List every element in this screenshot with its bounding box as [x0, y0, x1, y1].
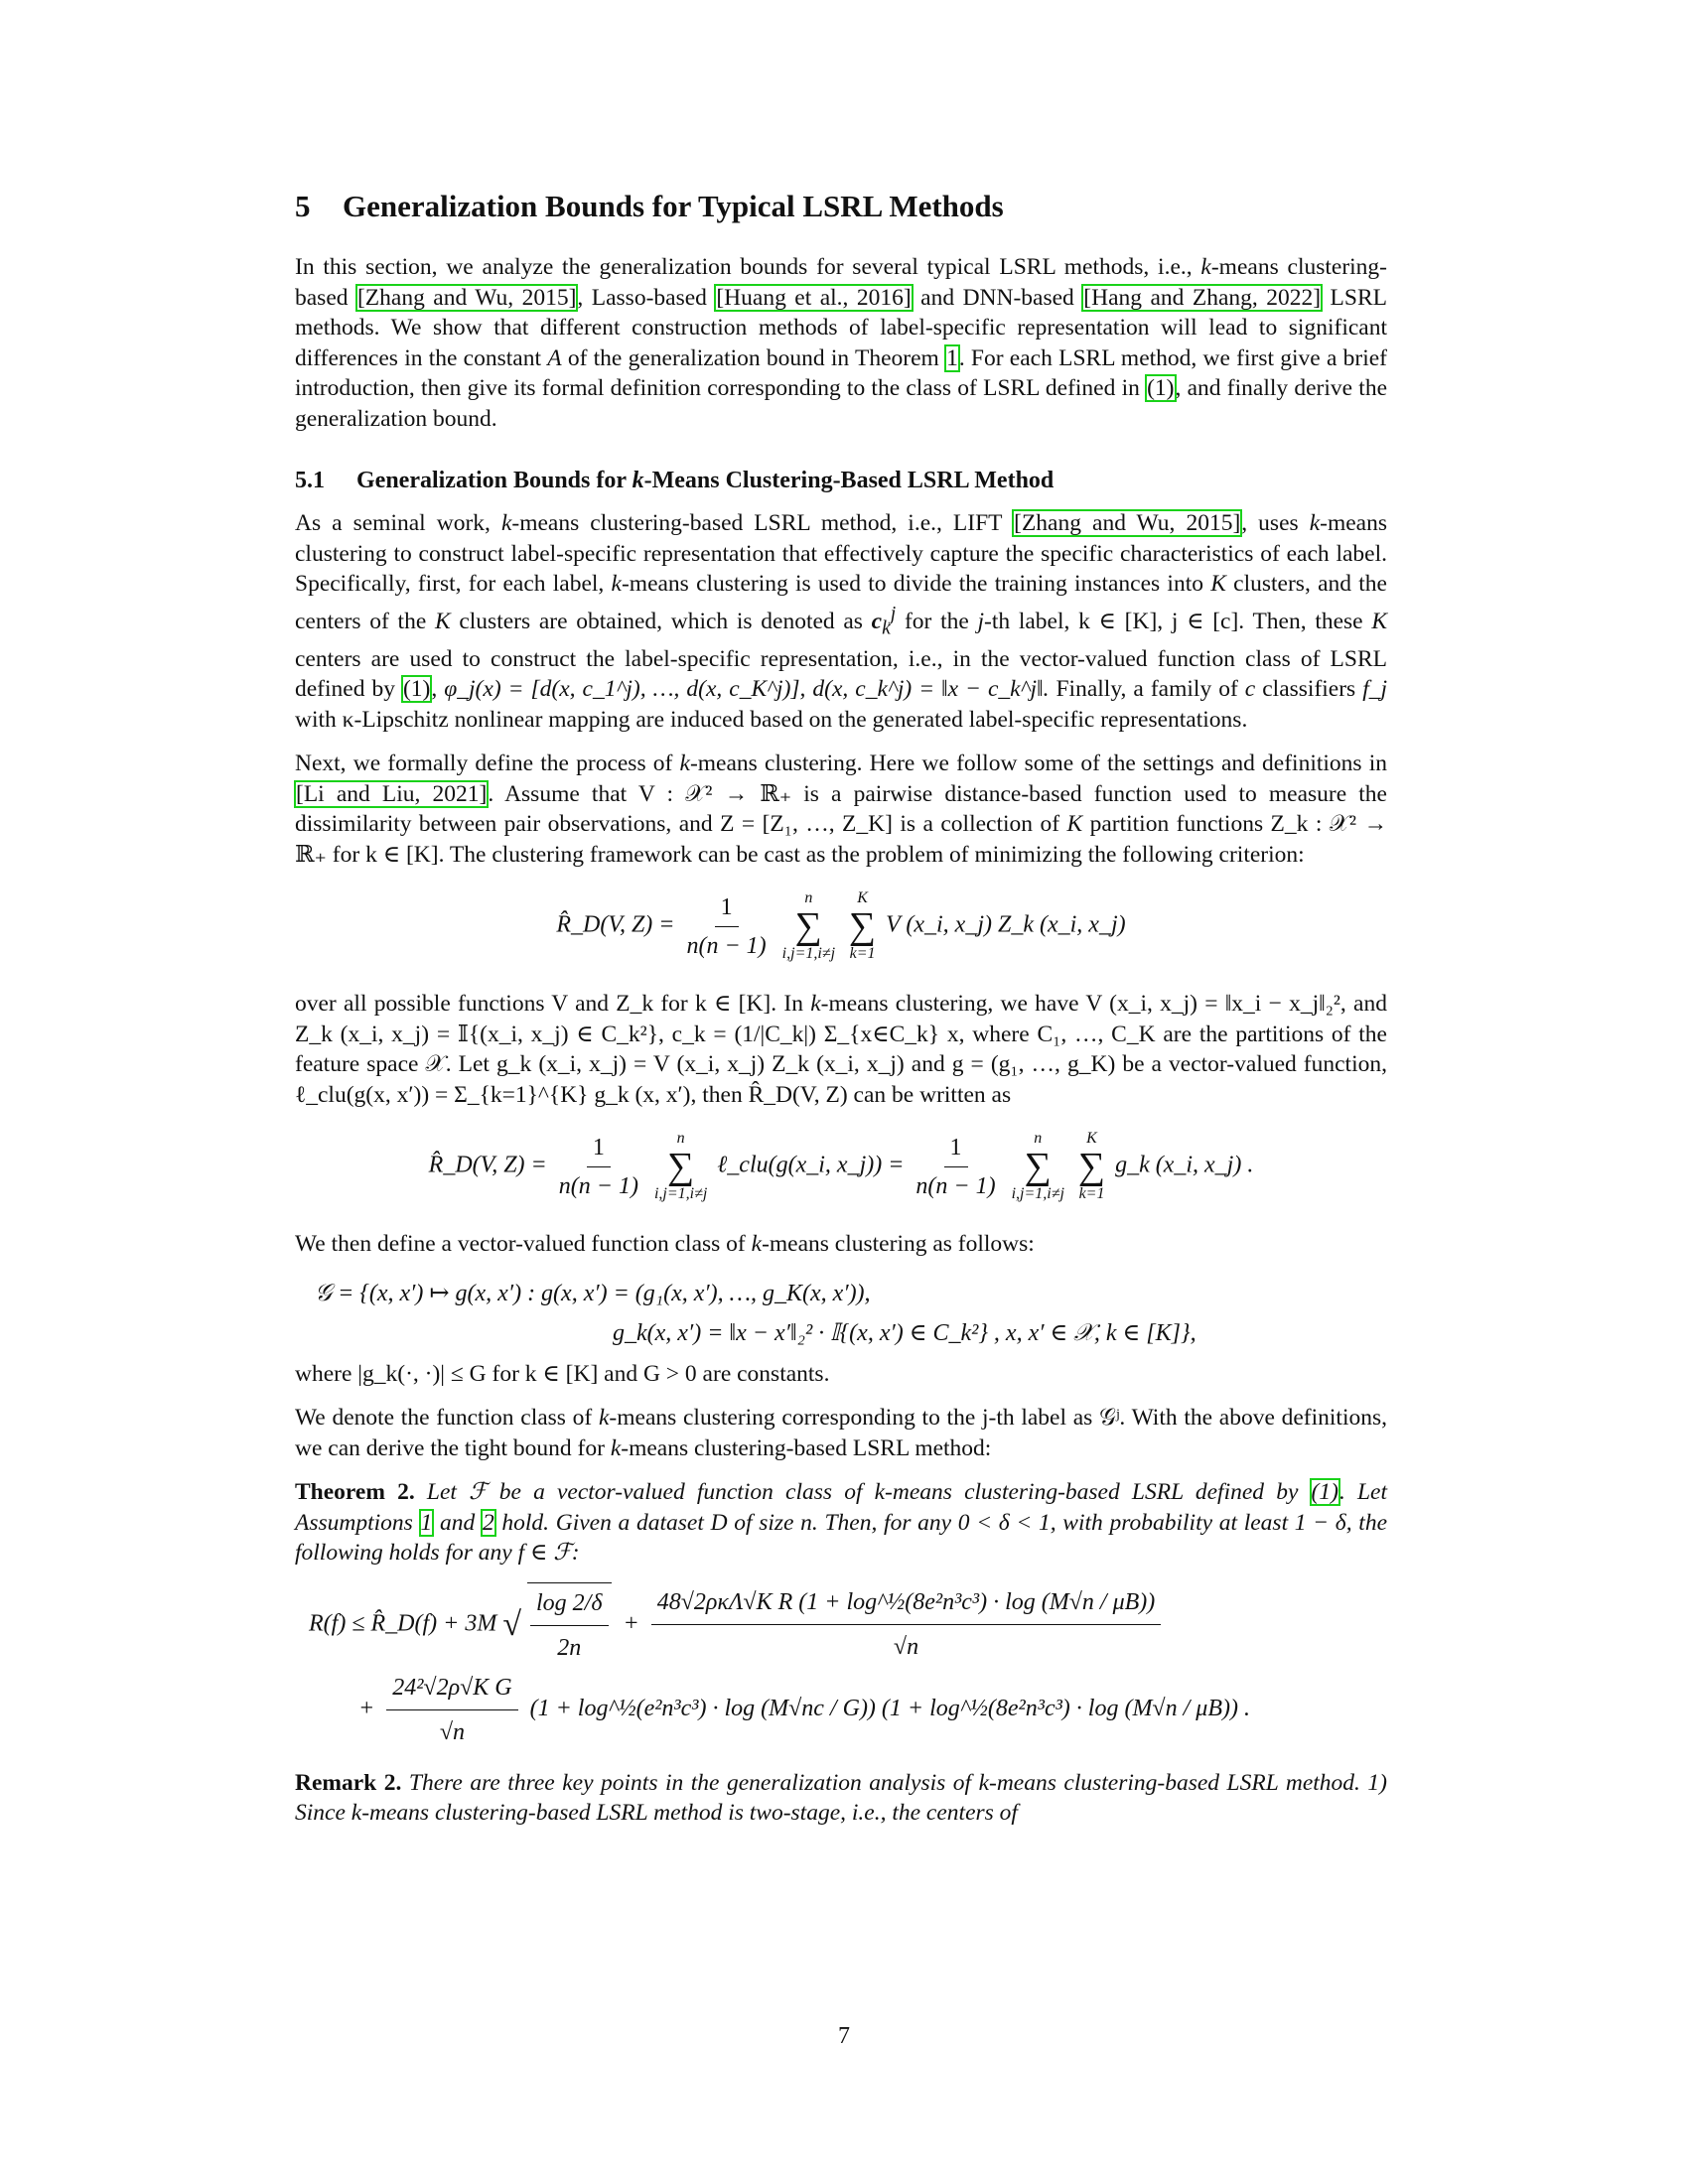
subsection-number: 5.1	[295, 468, 325, 493]
eq-fraction	[559, 1131, 638, 1203]
sum-symbol: n ∑ i,j=1,i≠j	[1011, 1130, 1064, 1203]
def-line: 𝒢 = {(x, x′) ↦ g(x, x′) : g(x, x′) = (g₁(x, x′), …, g_K(x, x′)),	[315, 1280, 871, 1306]
eq-lhs: R̂_D(V, Z) =	[428, 1152, 547, 1178]
bound-fraction	[386, 1668, 517, 1752]
text: partition functions Z_k : 𝒳² → ℝ₊ for k ∈ [K]. The clustering framework can be cast as the problem of minimizing the following criterion:	[295, 811, 1387, 868]
paragraph-definition	[295, 749, 1387, 870]
plus: +	[623, 1610, 639, 1637]
remark-label: Remark 2.	[295, 1769, 402, 1796]
plus: +	[358, 1695, 375, 1721]
denominator: n(n − 1)	[915, 1172, 996, 1199]
text: , and finally derive the generalization bound.	[295, 375, 1388, 432]
sum-lower: i,j=1,i≠j	[653, 1185, 708, 1203]
math: K	[434, 608, 451, 634]
text: -means clustering. Here we follow some of the settings and definitions in	[689, 751, 1388, 777]
math: k	[1200, 254, 1211, 280]
intro-paragraph	[295, 252, 1387, 434]
def-line: g_k(x, x′) = ‖x − x′‖₂² · 𝕀{(x, x′) ∈ C_k²} , x, x′ ∈ 𝒳, k ∈ [K]},	[613, 1319, 1196, 1346]
sum-symbol: K ∑ k=1	[849, 889, 877, 963]
bound-row-2	[309, 1668, 1387, 1752]
citation-link[interactable]: [Zhang and Wu, 2015]	[356, 284, 577, 311]
text: -means clustering corresponding to the j-th label as 𝒢ʲ. With the above definitions, we can derive the tight bound for	[295, 1405, 1387, 1461]
page-body	[295, 189, 1387, 1843]
eq-fraction	[915, 1131, 995, 1203]
sum-symbol: n ∑ i,j=1,i≠j	[653, 1130, 708, 1203]
text: Let ℱ be a vector-valued function class of k-means clustering-based LSRL defined by	[426, 1479, 1311, 1506]
sum-upper: K	[857, 889, 868, 907]
denominator: n(n − 1)	[686, 932, 767, 959]
text: -means clustering as follows:	[762, 1231, 1035, 1258]
bound-fraction	[651, 1582, 1162, 1667]
math: K	[1066, 811, 1083, 838]
eq-lhs: R̂_D(V, Z) =	[556, 911, 675, 938]
sum-lower: k=1	[1078, 1185, 1105, 1203]
function-class-definition	[315, 1274, 1387, 1353]
sum-lower: k=1	[849, 945, 876, 963]
paragraph-lift: As a seminal work, k-means clustering-based LSRL method, i.e., LIFT [Zhang and Wu, 2015], uses k-means clustering to construct label-specific representation that effectively capture the specific characteristics of each label. Specifically, first, for each label, k-means clustering is used to divide the training instances into K clusters, and the centers of the K clusters are obtained, which is denoted as $c_k^j$ for the j-th label, k ∈ [K], j ∈ [c]. Then, these K centers are used to construct the label-specific representation, i.e., in the vector-valued function class of LSRL defined by (1), φ_j(x) = [d(x, c_1^j), …, d(x, c_K^j)], d(x, c_k^j) = ‖x − c_k^j‖. Finally, a family of c classifiers f_j with κ-Lipschitz nonlinear mapping are induced based on the generated label-specific representations.	[295, 510, 1388, 733]
numerator: 1	[944, 1131, 968, 1167]
paragraph-kmeans	[295, 989, 1387, 1110]
paragraph-constants	[295, 1359, 1387, 1390]
theorem-2	[295, 1477, 1387, 1569]
text: classifiers	[1255, 676, 1363, 703]
assumption-link[interactable]: 2	[482, 1509, 494, 1536]
denominator: √n	[439, 1718, 465, 1745]
text: -means clustering to construct label-specific representation that effectively capture the specific characteristics of each label. Specifically, first, for each label,	[295, 510, 1387, 597]
text: LSRL methods. We show that different construction methods of label-specific representation will lead to significant differences in the constant	[295, 284, 1387, 371]
text: hold. Given a dataset D of size n. Then, for any 0 < δ < 1, with probability at least 1 − δ, the following holds for any f ∈ ℱ:	[295, 1509, 1388, 1567]
paragraph-denote	[295, 1403, 1387, 1463]
subsection-heading	[295, 468, 1387, 494]
sum-upper: K	[1086, 1130, 1097, 1148]
math: k	[610, 1434, 622, 1461]
bound-lhs: R(f) ≤ R̂_D(f) + 3M	[309, 1610, 497, 1637]
numerator: log 2/δ	[530, 1583, 609, 1626]
subsection-title-post: -Means Clustering-Based LSRL Method	[643, 468, 1055, 493]
text: ,	[431, 676, 438, 703]
text: for the	[896, 608, 978, 634]
math: k	[679, 751, 690, 777]
sum-lower: i,j=1,i≠j	[781, 945, 836, 963]
text: , uses	[1241, 510, 1310, 536]
sum-upper: n	[1034, 1130, 1043, 1148]
citation-link[interactable]: [Hang and Zhang, 2022]	[1083, 284, 1322, 311]
text: We then define a vector-valued function class of	[295, 1231, 752, 1258]
math: K	[1210, 571, 1226, 597]
text: . Assume that V : 𝒳² → ℝ₊ is a pairwise distance-based function used to measure the dissimilarity between pair observations, and Z = [Z₁, …, Z_K] is a collection of	[295, 780, 1387, 838]
text: and	[433, 1509, 482, 1536]
citation-link[interactable]: [Zhang and Wu, 2015]	[1014, 510, 1241, 536]
remark-text: There are three key points in the generalization analysis of k-means clustering-based LSRL method. 1) Since k-means clustering-based LSRL method is two-stage, i.e., the centers of	[295, 1769, 1387, 1827]
bound-row-1: R(f) ≤ R̂_D(f) + 3M √ $\frac{\log 2/\delta}{2n}$ + $\frac{\text{48√2ρκΛ√K R (1 + log\textasciicircum{}½(8e²n³c³) · log (M√n / μB))}}{√n}$	[309, 1582, 1387, 1668]
numerator: 24²√2ρ√K G	[386, 1668, 517, 1710]
text: As a seminal work,	[295, 510, 501, 536]
text: -means clustering-based LSRL method:	[621, 1434, 992, 1461]
text: , Lasso-based	[577, 284, 716, 311]
text: In this section, we analyze the generalization bounds for several typical LSRL methods, i.e.,	[295, 254, 1201, 280]
text: clusters, and the centers of the	[295, 571, 1387, 634]
text: where |g_k(·, ·)| ≤ G for k ∈ [K] and G > 0 are constants.	[295, 1360, 830, 1387]
math: c	[871, 608, 883, 634]
text: -means clustering is used to divide the training instances into	[621, 571, 1211, 597]
math: k	[598, 1405, 610, 1432]
math: k	[500, 510, 512, 536]
sum-symbol: n ∑ i,j=1,i≠j	[781, 889, 836, 963]
equation-link[interactable]: (1)	[1147, 375, 1175, 401]
equation-criterion	[295, 889, 1387, 963]
generalization-bound	[309, 1582, 1387, 1752]
citation-link[interactable]: [Huang et al., 2016]	[716, 284, 912, 311]
text: κ-Lipschitz nonlinear mapping are induced based on the generated label-specific representations.	[342, 706, 1248, 733]
text: clusters are obtained, which is denoted as	[450, 608, 872, 634]
denominator: n(n − 1)	[558, 1172, 638, 1199]
math-phi: φ_j(x) = [d(x, c_1^j), …, d(x, c_K^j)], d(x, c_k^j) = ‖x − c_k^j‖.	[444, 676, 1050, 703]
math: k	[810, 991, 821, 1018]
denominator: 2n	[557, 1634, 582, 1661]
sum-upper: n	[804, 889, 813, 907]
sum-symbol: K ∑ k=1	[1077, 1130, 1106, 1203]
numerator: 1	[587, 1131, 611, 1167]
math: A	[547, 344, 562, 371]
eq-rhs: V (x_i, x_j) Z_k (x_i, x_j)	[886, 911, 1126, 938]
text: and DNN-based	[912, 284, 1083, 311]
sum-upper: n	[676, 1130, 685, 1148]
bound-rest: (1 + log^½(e²n³c³) · log (M√nc / G)) (1 + log^½(8e²n³c³) · log (M√n / μB)) .	[529, 1695, 1250, 1721]
text: -th label, k ∈ [K], j ∈ [c]. Then, these	[984, 608, 1372, 634]
text: . For each LSRL method, we first give a brief introduction, then give its formal definition corresponding to the class of LSRL defined in	[295, 344, 1387, 401]
theorem-label: Theorem 2.	[295, 1479, 415, 1506]
text: . Let Assumptions	[295, 1479, 1388, 1536]
math: f_j	[1362, 676, 1388, 703]
subsection-title-pre: Generalization Bounds for	[356, 468, 633, 493]
text: -means clustering-based LSRL method, i.e., LIFT	[511, 510, 1014, 536]
eq-fraction	[686, 890, 766, 963]
page-number: 7	[838, 2023, 850, 2049]
equation-link[interactable]: (1)	[402, 676, 431, 703]
text: -means clustering-based	[295, 254, 1388, 311]
eq-mid: ℓ_clu(g(x_i, x_j)) =	[717, 1152, 905, 1178]
math: K	[1371, 608, 1387, 634]
numerator: 48√2ρκΛ√K R (1 + log^½(8e²n³c³) · log (M√n / μB))	[651, 1582, 1162, 1625]
math: k	[751, 1231, 763, 1258]
text: of the generalization bound in Theorem	[561, 344, 946, 371]
math: c	[1244, 676, 1256, 703]
numerator: 1	[715, 890, 739, 927]
assumption-link[interactable]: 1	[420, 1509, 433, 1536]
text: Finally, a family of	[1049, 676, 1245, 703]
text: centers are used to construct the label-specific representation, i.e., in the vector-valued function class of LSRL defined by	[295, 645, 1387, 703]
sqrt-fraction	[527, 1582, 612, 1668]
denominator: √n	[893, 1634, 919, 1661]
text: with	[295, 706, 343, 733]
math: j	[977, 608, 985, 634]
citation-link[interactable]: [Li and Liu, 2021]	[296, 780, 488, 807]
text: over all possible functions V and Z_k for k ∈ [K]. In	[295, 991, 811, 1018]
text: We denote the function class of	[295, 1405, 599, 1432]
theorem-link[interactable]: 1	[946, 344, 958, 371]
section-title: Generalization Bounds for Typical LSRL Methods	[343, 189, 1004, 223]
equation-rewrite	[295, 1130, 1387, 1203]
math: k	[1309, 510, 1321, 536]
paragraph-class-def	[295, 1229, 1387, 1260]
equation-link[interactable]: (1)	[1311, 1479, 1338, 1506]
eq-rhs: g_k (x_i, x_j) .	[1115, 1152, 1254, 1178]
math: k	[611, 571, 622, 597]
text: Next, we formally define the process of	[295, 751, 680, 777]
remark-2	[295, 1768, 1387, 1829]
text: -means clustering, we have V (x_i, x_j) = ‖x_i − x_j‖₂², and Z_k (x_i, x_j) = 𝕀{(x_i, x_j) ∈ C_k²}, c_k = (1/|C_k|) Σ_{x∈C_k} x, where C₁, …, C_K are the partitions of the feature space 𝒳. Let g_k (x_i, x_j) = V (x_i, x_j) Z_k (x_i, x_j) and g = (g₁, …, g_K) be a vector-valued function, ℓ_clu(g(x, x′)) = Σ_{k=1}^{K} g_k (x, x′), then R̂_D(V, Z) can be written as	[295, 991, 1387, 1108]
section-heading	[295, 189, 1387, 224]
section-number: 5	[295, 189, 311, 223]
subsection-title-k: k	[632, 468, 644, 493]
sum-lower: i,j=1,i≠j	[1011, 1185, 1064, 1203]
